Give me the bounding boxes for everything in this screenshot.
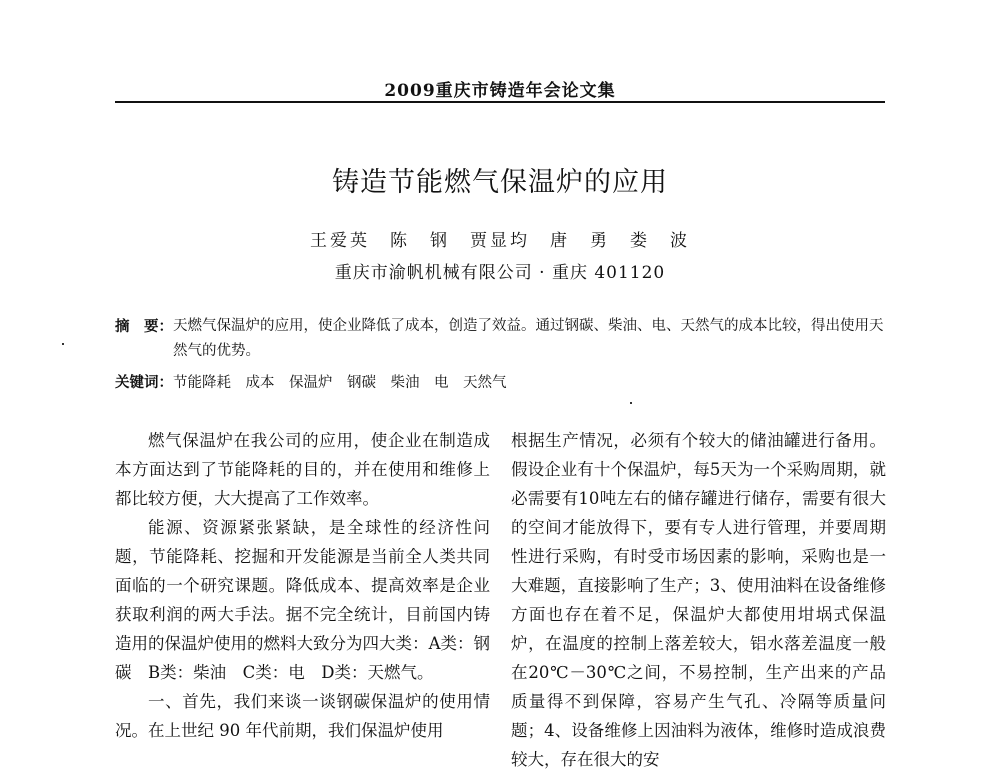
body-paragraph: 燃气保温炉在我公司的应用，使企业在制造成本方面达到了节能降耗的目的，并在使用和维修上都比较方便，大大提高了工作效率。: [115, 431, 490, 508]
body-column-right: [511, 426, 886, 774]
body-column-left: [115, 426, 490, 745]
keywords-text: 节能降耗 成本 保温炉 钢碳 柴油 电 天然气: [173, 375, 507, 391]
body-paragraph: 能源、资源紧张紧缺，是全球性的经济性问题，节能降耗、挖掘和开发能源是当前全人类共同面临的一个研究课题。降低成本、提高效率是企业获取利润的两大手法。据不完全统计，目前国内铸造用的保温炉使用的燃料大致分为四大类：A类：钢碳 B类：柴油 C类：电 D类：天燃气。: [115, 518, 490, 682]
header-rule: [115, 101, 885, 103]
keywords-label: 关键词：: [115, 374, 173, 391]
body-paragraph: 一、首先，我们来谈一谈钢碳保温炉的使用情况。在上世纪 90 年代前期，我们保温炉使用: [115, 692, 490, 740]
abstract-label: 摘 要：: [115, 318, 173, 335]
affiliation: 重庆市渝帆机械有限公司 · 重庆 401120: [334, 263, 666, 283]
paper-title: 铸造节能燃气保温炉的应用: [332, 167, 668, 198]
body-paragraph: 根据生产情况，必须有个较大的储油罐进行备用。假设企业有十个保温炉，每5天为一个采购周期，就必需要有10吨左右的储存罐进行储存，需要有很大的空间才能放得下，要有专人进行管理，并要周期性进行采购，有时受市场因素的影响，采购也是一大难题，直接影响了生产；3、使用油料在设备维修方面也存在着不足，保温炉大都使用坩埚式保温炉，在温度的控制上落差较大，铝水落差温度一般在20℃－30℃之间，不易控制，生产出来的产品质量得不到保障，容易产生气孔、冷隔等质量问题；4、设备维修上因油料为液体，维修时造成浪费较大，存在很大的安: [511, 431, 886, 769]
keywords: [115, 372, 885, 394]
running-head: 2009重庆市铸造年会论文集: [384, 81, 616, 101]
abstract: [115, 314, 885, 364]
author-list: 王爱英 陈 钢 贾显均 唐 勇 娄 波: [310, 231, 690, 251]
scan-speck: [62, 343, 64, 345]
abstract-text: 天燃气保温炉的应用，使企业降低了成本，创造了效益。通过钢碳、柴油、电、天然气的成本比较，得出使用天然气的优势。: [173, 318, 884, 359]
scan-speck: [630, 402, 632, 404]
